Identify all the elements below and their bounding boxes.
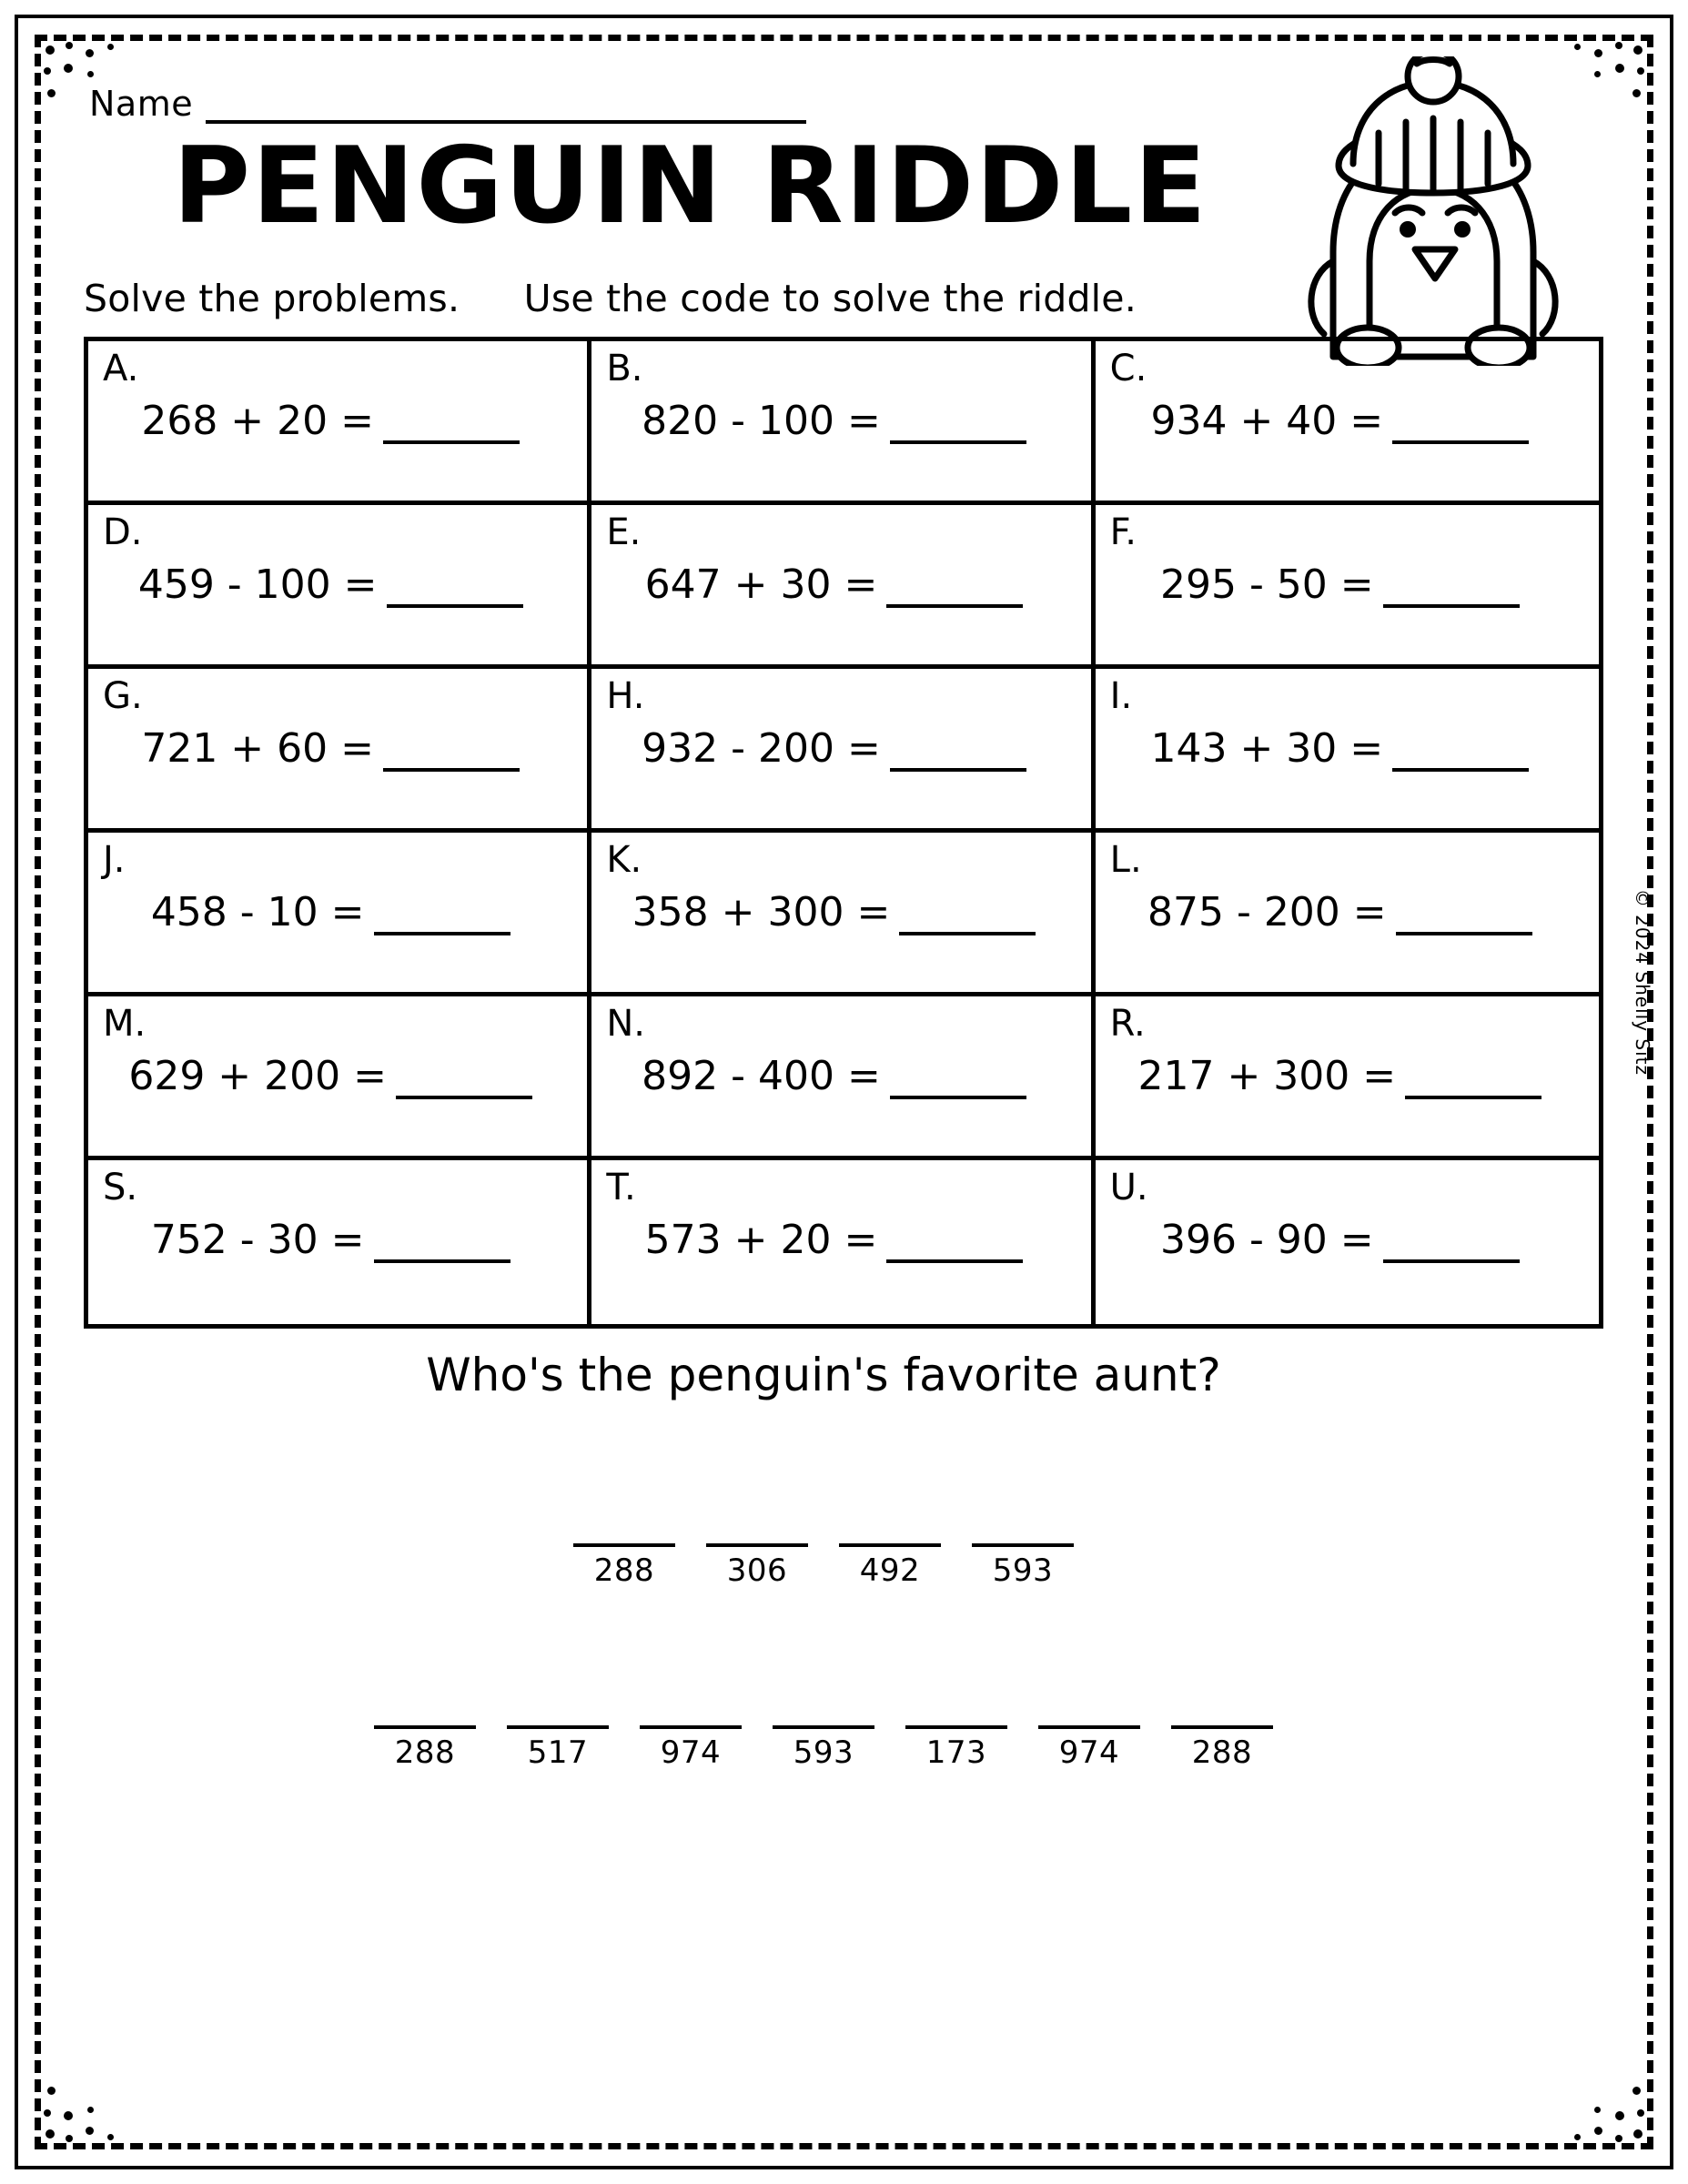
riddle-code: 288 (394, 1734, 456, 1771)
riddle-code: 288 (1191, 1734, 1253, 1771)
riddle-blank[interactable] (374, 1685, 476, 1729)
problem-cell[interactable] (88, 341, 591, 505)
riddle-blank[interactable] (839, 1503, 941, 1547)
problem-text: 875 - 200 = (1147, 889, 1387, 935)
riddle-answer-slot[interactable] (703, 1503, 811, 1589)
answer-blank[interactable] (899, 925, 1036, 935)
riddle-answer-slot[interactable] (371, 1685, 479, 1771)
answer-blank[interactable] (886, 1252, 1023, 1263)
problem-text: 629 + 200 = (128, 1053, 387, 1099)
problem-letter: U. (1109, 1167, 1148, 1208)
problem-text: 820 - 100 = (642, 398, 881, 444)
problem-letter: E. (606, 511, 642, 553)
riddle-blank[interactable] (640, 1685, 742, 1729)
problem-text: 217 + 300 = (1137, 1053, 1397, 1099)
problem-cell[interactable] (88, 1160, 591, 1324)
problem-row (1096, 398, 1584, 444)
problem-row (591, 725, 1076, 772)
answer-blank[interactable] (1405, 1088, 1541, 1099)
problem-row (1096, 1217, 1584, 1263)
problem-row (591, 1053, 1076, 1099)
answer-blank[interactable] (890, 433, 1026, 444)
problem-text: 396 - 90 = (1159, 1217, 1374, 1263)
problem-cell[interactable] (1096, 833, 1599, 996)
riddle-answer-slot[interactable] (637, 1685, 744, 1771)
riddle-question: Who's the penguin's favorite aunt? (426, 1349, 1221, 1401)
answer-blank[interactable] (890, 761, 1026, 772)
problem-text: 268 + 20 = (141, 398, 374, 444)
problem-cell[interactable] (1096, 341, 1599, 505)
problem-cell[interactable] (88, 996, 591, 1160)
problem-row (1096, 561, 1584, 608)
riddle-blank[interactable] (573, 1503, 675, 1547)
problem-cell[interactable] (88, 505, 591, 669)
riddle-code: 517 (527, 1734, 589, 1771)
problem-cell[interactable] (591, 341, 1095, 505)
riddle-answer-slot[interactable] (504, 1685, 612, 1771)
riddle-code: 492 (859, 1552, 921, 1589)
problem-row (591, 1217, 1076, 1263)
problem-cell[interactable] (1096, 1160, 1599, 1324)
problem-cell[interactable] (591, 996, 1095, 1160)
problem-letter: N. (606, 1003, 645, 1045)
problem-text: 934 + 40 = (1150, 398, 1384, 444)
answer-blank[interactable] (1383, 597, 1520, 608)
riddle-code: 974 (1058, 1734, 1120, 1771)
problem-letter: J. (103, 839, 126, 881)
riddle-answer-slot[interactable] (571, 1503, 678, 1589)
name-field-row (89, 84, 806, 124)
problem-letter: L. (1109, 839, 1142, 881)
answer-blank[interactable] (374, 925, 510, 935)
problem-row (88, 1053, 572, 1099)
riddle-code: 593 (793, 1734, 854, 1771)
instruction-solve: Solve the problems. (84, 277, 460, 320)
worksheet-content (64, 47, 1653, 2140)
problem-text: 892 - 400 = (642, 1053, 881, 1099)
problem-row (1096, 1053, 1584, 1099)
page-title: PENGUIN RIDDLE (173, 125, 1208, 248)
problem-cell[interactable] (1096, 996, 1599, 1160)
riddle-answer-slot[interactable] (903, 1685, 1010, 1771)
copyright-text: © 2024 Shelly Sitz (1632, 888, 1653, 1076)
answer-blank[interactable] (890, 1088, 1026, 1099)
problem-letter: B. (606, 348, 643, 389)
problem-cell[interactable] (591, 669, 1095, 833)
problem-text: 752 - 30 = (150, 1217, 365, 1263)
problem-text: 721 + 60 = (141, 725, 374, 772)
problem-row (88, 561, 572, 608)
problem-text: 573 + 20 = (644, 1217, 878, 1263)
riddle-code: 173 (925, 1734, 987, 1771)
problem-letter: G. (103, 675, 143, 717)
riddle-code: 974 (660, 1734, 722, 1771)
answer-blank[interactable] (396, 1088, 532, 1099)
penguin-illustration (1251, 56, 1615, 366)
riddle-answer-slot[interactable] (836, 1503, 944, 1589)
problem-row (88, 398, 572, 444)
problem-letter: D. (103, 511, 143, 553)
problem-cell[interactable] (88, 669, 591, 833)
problem-cell[interactable] (591, 833, 1095, 996)
riddle-blank[interactable] (773, 1685, 874, 1729)
problem-row (591, 398, 1076, 444)
problem-letter: A. (103, 348, 139, 389)
problem-text: 143 + 30 = (1150, 725, 1384, 772)
riddle-blank[interactable] (972, 1503, 1074, 1547)
problem-cell[interactable] (591, 505, 1095, 669)
riddle-code: 593 (992, 1552, 1054, 1589)
riddle-answer-slot[interactable] (1036, 1685, 1143, 1771)
problem-cell[interactable] (1096, 669, 1599, 833)
answer-blank[interactable] (886, 597, 1023, 608)
problem-letter: F. (1109, 511, 1137, 553)
riddle-answer-row-2 (64, 1685, 1583, 1771)
riddle-code: 288 (593, 1552, 655, 1589)
problem-text: 458 - 10 = (150, 889, 365, 935)
answer-blank[interactable] (1392, 433, 1529, 444)
name-label: Name (89, 84, 194, 124)
answer-blank[interactable] (1383, 1252, 1520, 1263)
problem-letter: R. (1109, 1003, 1146, 1045)
problem-text: 932 - 200 = (642, 725, 881, 772)
riddle-answer-slot[interactable] (969, 1503, 1076, 1589)
instructions (84, 277, 1137, 320)
riddle-blank[interactable] (507, 1685, 609, 1729)
problem-row (88, 725, 572, 772)
problem-cell[interactable] (591, 1160, 1095, 1324)
problem-letter: S. (103, 1167, 138, 1208)
problem-text: 647 + 30 = (644, 561, 878, 608)
problem-letter: H. (606, 675, 645, 717)
problem-row (1096, 725, 1584, 772)
instruction-code: Use the code to solve the riddle. (523, 277, 1137, 320)
problem-row (591, 889, 1076, 935)
answer-blank[interactable] (1392, 761, 1529, 772)
riddle-code: 306 (726, 1552, 788, 1589)
riddle-answer-slot[interactable] (770, 1685, 877, 1771)
riddle-blank[interactable] (1038, 1685, 1140, 1729)
riddle-blank[interactable] (706, 1503, 808, 1547)
problem-row (88, 889, 572, 935)
answer-blank[interactable] (374, 1252, 510, 1263)
problem-row (591, 561, 1076, 608)
problem-row (88, 1217, 572, 1263)
problem-cell[interactable] (88, 833, 591, 996)
riddle-answer-slot[interactable] (1168, 1685, 1276, 1771)
problem-letter: M. (103, 1003, 147, 1045)
answer-blank[interactable] (387, 597, 523, 608)
problem-letter: K. (606, 839, 642, 881)
problem-text: 358 + 300 = (632, 889, 891, 935)
riddle-answer-row-1 (64, 1503, 1583, 1589)
problem-letter: I. (1109, 675, 1133, 717)
riddle-blank[interactable] (1171, 1685, 1273, 1729)
problem-row (1096, 889, 1584, 935)
problem-letter: T. (606, 1167, 636, 1208)
problem-cell[interactable] (1096, 505, 1599, 669)
answer-blank[interactable] (383, 433, 520, 444)
answer-blank[interactable] (1396, 925, 1532, 935)
answer-blank[interactable] (383, 761, 520, 772)
problem-text: 459 - 100 = (137, 561, 378, 608)
problem-letter: C. (1109, 348, 1147, 389)
problems-grid (84, 337, 1603, 1329)
riddle-blank[interactable] (905, 1685, 1007, 1729)
problem-text: 295 - 50 = (1159, 561, 1374, 608)
name-input-line[interactable] (206, 89, 806, 124)
